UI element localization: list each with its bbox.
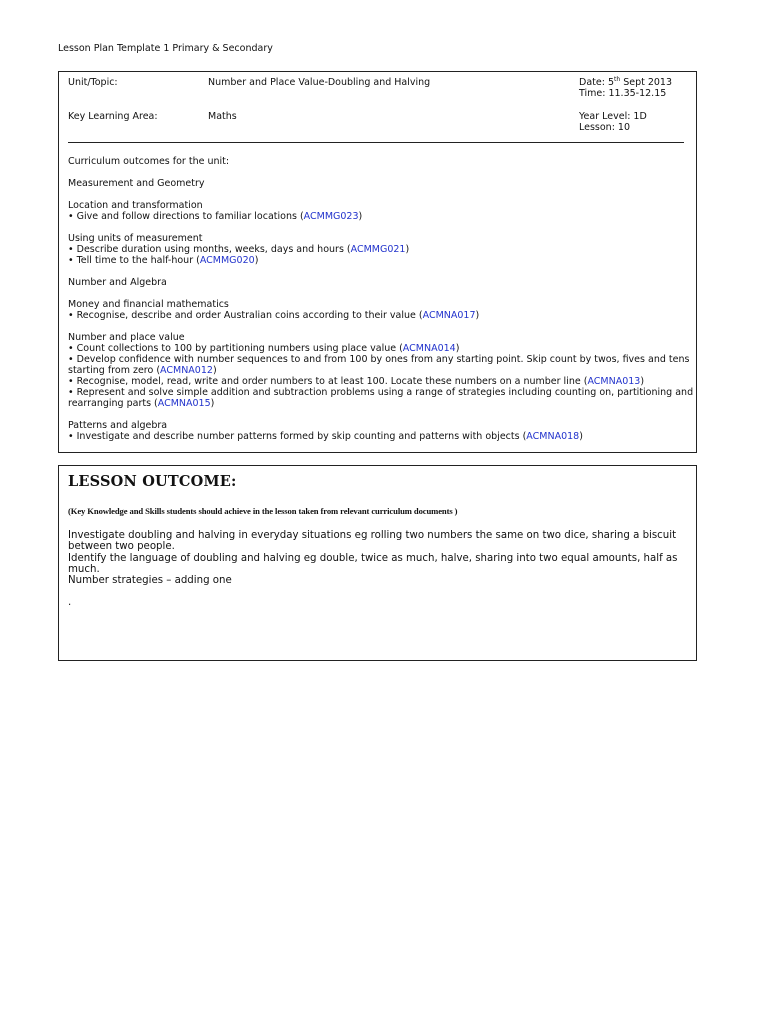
outcome-item: • Develop confidence with number sequences to and from 100 by ones from any starting point. Skip count by twos, fives and tens — [68, 354, 690, 365]
page-header: Lesson Plan Template 1 Primary & Secondary — [58, 43, 273, 54]
curriculum-outcomes — [68, 156, 694, 442]
outcome-paragraph: Identify the language of doubling and halving eg double, twice as much, halve, sharing into two equal amounts, half as — [68, 552, 678, 564]
sub-strand-heading: Number and place value — [68, 332, 185, 343]
outcome-code-link[interactable]: ACMNA014 — [402, 343, 456, 354]
lesson-outcome-heading: LESSON OUTCOME: — [68, 473, 237, 490]
unit-details-box — [58, 71, 697, 453]
outcome-item-continued: rearranging parts (ACMNA015) — [68, 398, 215, 409]
unit-topic-value: Number and Place Value-Doubling and Halving — [208, 77, 431, 88]
outcome-code-link[interactable]: ACMNA013 — [587, 376, 641, 387]
kla-label: Key Learning Area: — [68, 111, 158, 122]
outcome-paragraph-continued: between two people. — [68, 541, 175, 553]
divider — [68, 142, 684, 143]
time-field: Time: 11.35-12.15 — [579, 88, 667, 99]
lesson-outcome-box — [58, 465, 697, 661]
outcome-item: • Tell time to the half-hour (ACMMG020) — [68, 255, 259, 266]
lesson-number-field: Lesson: 10 — [579, 122, 631, 133]
outcome-item: • Describe duration using months, weeks, days and hours (ACMMG021) — [68, 244, 410, 255]
outcome-code-link[interactable]: ACMMG020 — [199, 255, 255, 266]
outcome-paragraph: Number strategies – adding one — [68, 575, 232, 587]
outcome-code-link[interactable]: ACMMG021 — [350, 244, 406, 255]
outcome-code-link[interactable]: ACMNA017 — [422, 310, 476, 321]
outcome-item: • Recognise, describe and order Australian coins according to their value (ACMNA017) — [68, 310, 480, 321]
outcome-code-link[interactable]: ACMNA012 — [160, 365, 213, 376]
trailing-period: . — [68, 597, 72, 609]
lesson-outcome-body — [68, 530, 693, 609]
outcome-code-link[interactable]: ACMMG023 — [303, 211, 359, 222]
sub-strand-heading: Location and transformation — [68, 200, 203, 211]
sub-strand-heading: Patterns and algebra — [68, 420, 168, 431]
outcome-item: • Investigate and describe number patterns formed by skip counting and patterns with objects (ACMNA018) — [68, 431, 583, 442]
outcome-paragraph-continued: much. — [68, 563, 100, 575]
lesson-outcome-note: (Key Knowledge and Skills students should achieve in the lesson taken from relevant curriculum documents ) — [68, 506, 458, 516]
unit-topic-label: Unit/Topic: — [68, 77, 118, 88]
outcome-paragraph: Investigate doubling and halving in everyday situations eg rolling two numbers the same on two dice, sharing a biscuit — [68, 530, 677, 541]
sub-strand-heading: Using units of measurement — [68, 233, 203, 244]
outcome-code-link[interactable]: ACMNA018 — [526, 431, 580, 442]
year-level-field: Year Level: 1D — [579, 111, 647, 122]
curriculum-intro: Curriculum outcomes for the unit: — [68, 156, 230, 167]
strand-heading: Number and Algebra — [68, 277, 167, 288]
outcome-item: • Recognise, model, read, write and order numbers to at least 100. Locate these numbers on a number line (ACMNA013) — [68, 376, 645, 387]
outcome-item: • Count collections to 100 by partitioning numbers using place value (ACMNA014) — [68, 343, 460, 354]
outcome-item: • Represent and solve simple addition and subtraction problems using a range of strategies including counting on, partitioning and — [68, 387, 694, 398]
kla-value: Maths — [208, 111, 237, 122]
sub-strand-heading: Money and financial mathematics — [68, 299, 229, 310]
date-field: Date: 5th Sept 2013 — [579, 76, 673, 88]
outcome-item: • Give and follow directions to familiar locations (ACMMG023) — [68, 211, 363, 222]
strand-heading: Measurement and Geometry — [68, 178, 205, 189]
outcome-item-continued: starting from zero (ACMNA012) — [68, 365, 217, 376]
outcome-code-link[interactable]: ACMNA015 — [157, 398, 211, 409]
